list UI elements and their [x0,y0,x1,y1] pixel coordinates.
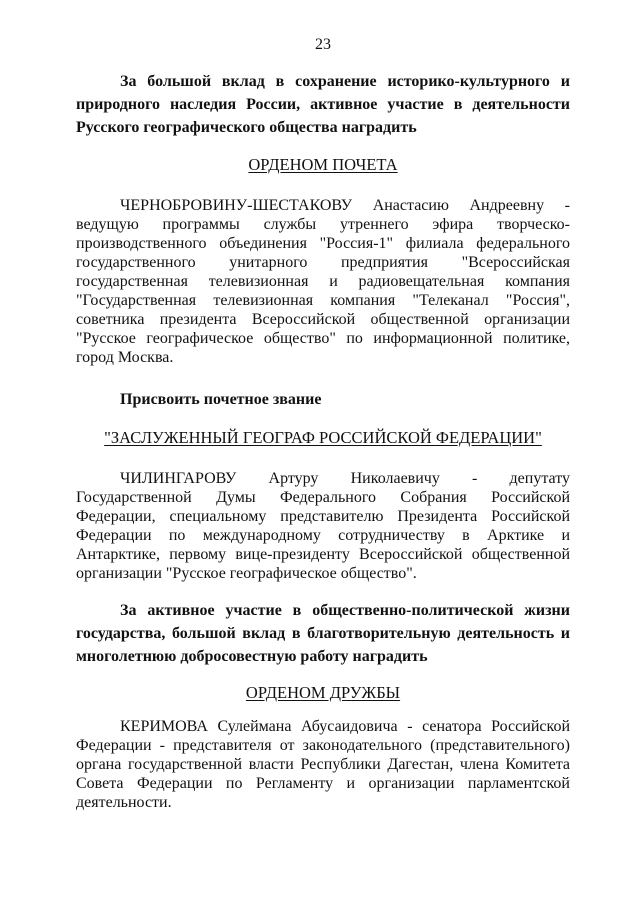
honorary-title [76,428,570,448]
page-number: 23 [315,36,331,53]
award-intro-2: За активное участие в общественно-политической жизни государства, большой вклад в благотворительную деятельность и многолетнюю добросовестную работу наградить [76,602,570,665]
order-title-honor-text: ОРДЕНОМ ПОЧЕТА [248,155,398,174]
awardee-paragraph-1: ЧЕРНОБРОВИНУ-ШЕСТАКОВУ Анастасию Андреевну - ведущую программы службы утреннего эфира творческо-производственного объединения "Россия-1" филиала федерального государственного унитарного предприятия "Всероссийская государственная телевизионная и радиовещательная компания "Государственная телевизионная компания "Телеканал "Россия", советника президента Всероссийской общественной организации "Русское географическое общество" по информационной политике, город Москва. [76,197,570,366]
awardee-paragraph-2: ЧИЛИНГАРОВУ Артуру Николаевичу - депутату Государственной Думы Федерального Собрания Российской Федерации, специальному представителю Президента Российской Федерации по международному сотрудничеству в Арктике и Антарктике, первому вице-президенту Всероссийской общественной организации "Русское географическое общество". [76,470,570,582]
assign-title-heading: Присвоить почетное звание [120,391,322,408]
order-title-honor [76,155,570,175]
order-title-friendship-text: ОРДЕНОМ ДРУЖБЫ [245,683,401,702]
honorary-title-text: "ЗАСЛУЖЕННЫЙ ГЕОГРАФ РОССИЙСКОЙ ФЕДЕРАЦИИ" [104,428,542,447]
award-intro-1: За большой вклад в сохранение историко-культурного и природного наследия России, активное участие в деятельности Русского географического общества наградить [76,73,570,136]
order-title-friendship [76,683,570,703]
awardee-paragraph-3: КЕРИМОВА Сулеймана Абусаидовича - сенатора Российской Федерации - представителя от законодательного (представительного) органа государственной власти Республики Дагестан, члена Комитета Совета Федерации по Регламенту и организации парламентской деятельности. [76,718,570,811]
